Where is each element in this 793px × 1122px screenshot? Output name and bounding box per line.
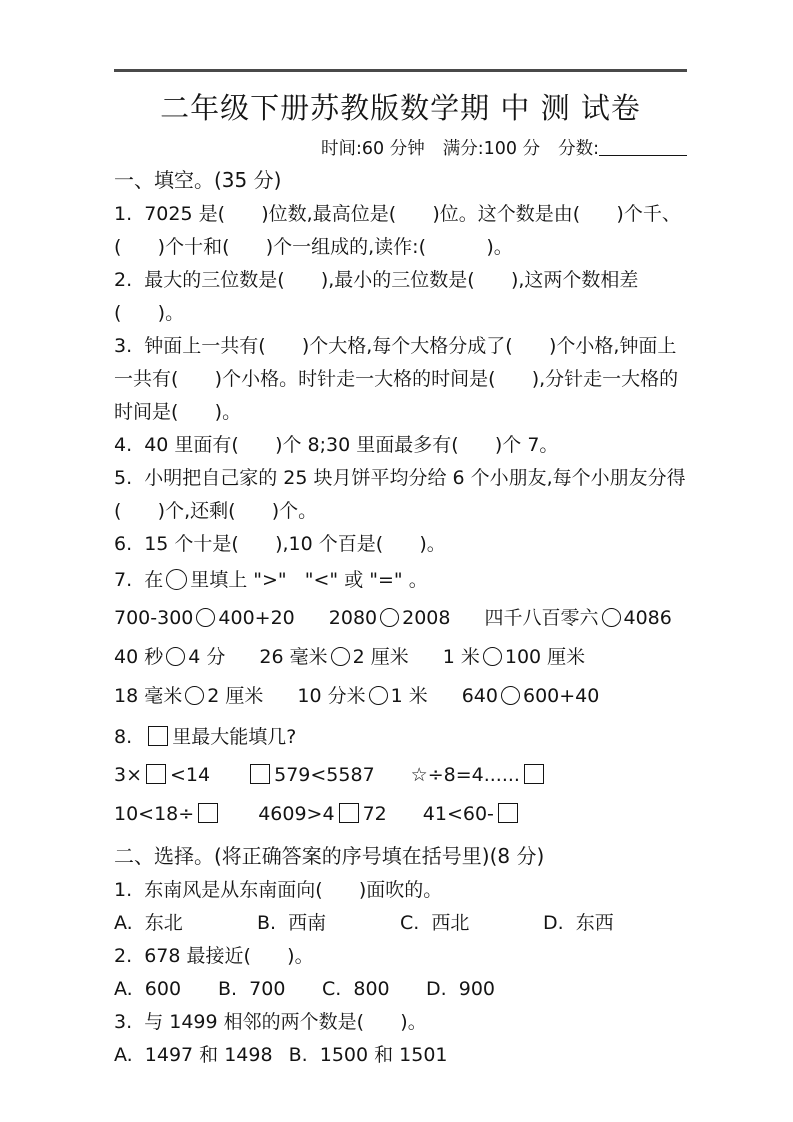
circle-placeholder bbox=[380, 608, 399, 627]
fill-box-item bbox=[423, 801, 522, 827]
option-d: D. 东西 bbox=[543, 912, 614, 934]
compare-left: 10 分米 bbox=[297, 685, 366, 707]
page-title: 二年级下册苏教版数学期 中 测 试卷 bbox=[160, 91, 641, 125]
question-8-text-pre: 8. bbox=[114, 726, 145, 748]
compare-right: 2 厘米 bbox=[352, 646, 409, 668]
circle-placeholder bbox=[166, 569, 187, 590]
compare-row-3 bbox=[114, 683, 687, 709]
compare-row-1 bbox=[114, 605, 687, 631]
circle-placeholder bbox=[166, 647, 185, 666]
fill-box-item bbox=[114, 801, 222, 827]
compare-right: 4 分 bbox=[188, 646, 226, 668]
square-placeholder bbox=[148, 726, 168, 746]
full-score-label: 满分:100 分 bbox=[442, 139, 541, 159]
question-6: 6. 15 个十是( ),10 个百是( )。 bbox=[114, 533, 446, 555]
circle-placeholder bbox=[483, 647, 502, 666]
expr-pre: 41<60- bbox=[422, 803, 494, 825]
question-8-row-1 bbox=[114, 762, 687, 788]
expr-post: <14 bbox=[170, 764, 211, 786]
question-8-row-2 bbox=[114, 801, 687, 827]
option-a: A. 600 bbox=[114, 978, 182, 1000]
fill-box-item bbox=[258, 801, 387, 827]
compare-item bbox=[443, 644, 585, 670]
square-placeholder bbox=[524, 764, 544, 784]
compare-left: 26 毫米 bbox=[259, 646, 328, 668]
option-b: B. 西南 bbox=[257, 912, 327, 934]
compare-left: 40 秒 bbox=[114, 646, 164, 668]
option-c: C. 西北 bbox=[400, 912, 470, 934]
circle-placeholder bbox=[185, 686, 204, 705]
compare-right: 1 米 bbox=[390, 685, 428, 707]
choice-question-1-options bbox=[114, 908, 687, 938]
option-c: C. 800 bbox=[322, 978, 390, 1000]
question-5-line-2: ( )个,还剩( )个。 bbox=[114, 500, 318, 522]
compare-right: 4086 bbox=[623, 607, 672, 629]
test-paper-page bbox=[0, 69, 793, 1122]
time-label: 时间:60 分钟 bbox=[320, 139, 425, 159]
square-placeholder bbox=[339, 803, 359, 823]
score-blank bbox=[599, 139, 687, 157]
compare-item bbox=[259, 644, 408, 670]
choice-question-1: 1. 东南风是从东南面向( )面吹的。 bbox=[114, 879, 443, 901]
question-1-line-1: 1. 7025 是( )位数,最高位是( )位。这个数是由( )个千、 bbox=[114, 203, 681, 225]
top-divider bbox=[114, 69, 687, 72]
fill-box-item bbox=[411, 762, 548, 788]
option-a: A. 1497 和 1498 bbox=[114, 1044, 273, 1066]
expr-post: 579<5587 bbox=[274, 764, 375, 786]
compare-left: 四千八百零六 bbox=[484, 607, 599, 629]
choice-question-3-options bbox=[114, 1040, 687, 1070]
circle-placeholder bbox=[331, 647, 350, 666]
score-label: 分数: bbox=[558, 139, 599, 159]
question-3-line-3: 时间是( )。 bbox=[114, 401, 242, 423]
compare-item bbox=[462, 683, 600, 709]
compare-right: 100 厘米 bbox=[504, 646, 586, 668]
choice-question-3: 3. 与 1499 相邻的两个数是( )。 bbox=[114, 1011, 427, 1033]
circle-placeholder bbox=[369, 686, 388, 705]
option-b: B. 700 bbox=[218, 978, 286, 1000]
square-placeholder bbox=[498, 803, 518, 823]
expr-pre: ☆÷8=4...... bbox=[410, 764, 520, 786]
option-a: A. 东北 bbox=[114, 912, 183, 934]
compare-item bbox=[484, 605, 671, 631]
option-d: D. 900 bbox=[426, 978, 496, 1000]
compare-right: 2008 bbox=[402, 607, 451, 629]
choice-question-2: 2. 678 最接近( )。 bbox=[114, 945, 314, 967]
compare-right: 600+40 bbox=[522, 685, 600, 707]
compare-right: 2 厘米 bbox=[207, 685, 264, 707]
exam-meta bbox=[114, 135, 687, 160]
expr-pre: 3× bbox=[114, 764, 143, 786]
circle-placeholder bbox=[501, 686, 520, 705]
question-7 bbox=[114, 565, 687, 595]
compare-left: 2080 bbox=[328, 607, 378, 629]
compare-row-2 bbox=[114, 644, 687, 670]
question-1-line-2: ( )个十和( )个一组成的,读作:( )。 bbox=[114, 236, 513, 258]
question-8-text-post: 里最大能填几? bbox=[172, 726, 297, 748]
compare-left: 640 bbox=[461, 685, 498, 707]
compare-item bbox=[114, 605, 295, 631]
choice-question-2-options bbox=[114, 974, 687, 1004]
question-2-line-1: 2. 最大的三位数是( ),最小的三位数是( ),这两个数相差 bbox=[114, 269, 639, 291]
square-placeholder bbox=[198, 803, 218, 823]
question-3-line-2: 一共有( )个小格。时针走一大格的时间是( ),分针走一大格的 bbox=[114, 368, 679, 390]
square-placeholder bbox=[146, 764, 166, 784]
compare-item bbox=[114, 644, 225, 670]
question-7-text-pre: 7. 在 bbox=[114, 569, 164, 591]
section1-heading: 一、填空。(35 分) bbox=[114, 168, 282, 192]
compare-left: 700-300 bbox=[114, 607, 194, 629]
expr-pre: 4609>4 bbox=[258, 803, 335, 825]
circle-placeholder bbox=[602, 608, 621, 627]
expr-pre: 10<18÷ bbox=[114, 803, 195, 825]
expr-post: 72 bbox=[362, 803, 387, 825]
compare-left: 18 毫米 bbox=[114, 685, 183, 707]
fill-box-item bbox=[246, 762, 375, 788]
question-7-text-post: 里填上 ">" "<" 或 "=" 。 bbox=[190, 569, 428, 591]
square-placeholder bbox=[250, 764, 270, 784]
option-b: B. 1500 和 1501 bbox=[288, 1044, 448, 1066]
compare-left: 1 米 bbox=[442, 646, 480, 668]
question-8 bbox=[114, 722, 687, 752]
compare-right: 400+20 bbox=[218, 607, 295, 629]
fill-box-item bbox=[114, 762, 210, 788]
question-5-line-1: 5. 小明把自己家的 25 块月饼平均分给 6 个小朋友,每个小朋友分得 bbox=[114, 467, 686, 489]
question-4: 4. 40 里面有( )个 8;30 里面最多有( )个 7。 bbox=[114, 434, 559, 456]
compare-item bbox=[297, 683, 427, 709]
circle-placeholder bbox=[196, 608, 215, 627]
compare-item bbox=[114, 683, 263, 709]
section2-heading: 二、选择。(将正确答案的序号填在括号里)(8 分) bbox=[114, 844, 545, 868]
question-3-line-1: 3. 钟面上一共有( )个大格,每个大格分成了( )个小格,钟面上 bbox=[114, 335, 677, 357]
question-2-line-2: ( )。 bbox=[114, 302, 185, 324]
compare-item bbox=[329, 605, 451, 631]
